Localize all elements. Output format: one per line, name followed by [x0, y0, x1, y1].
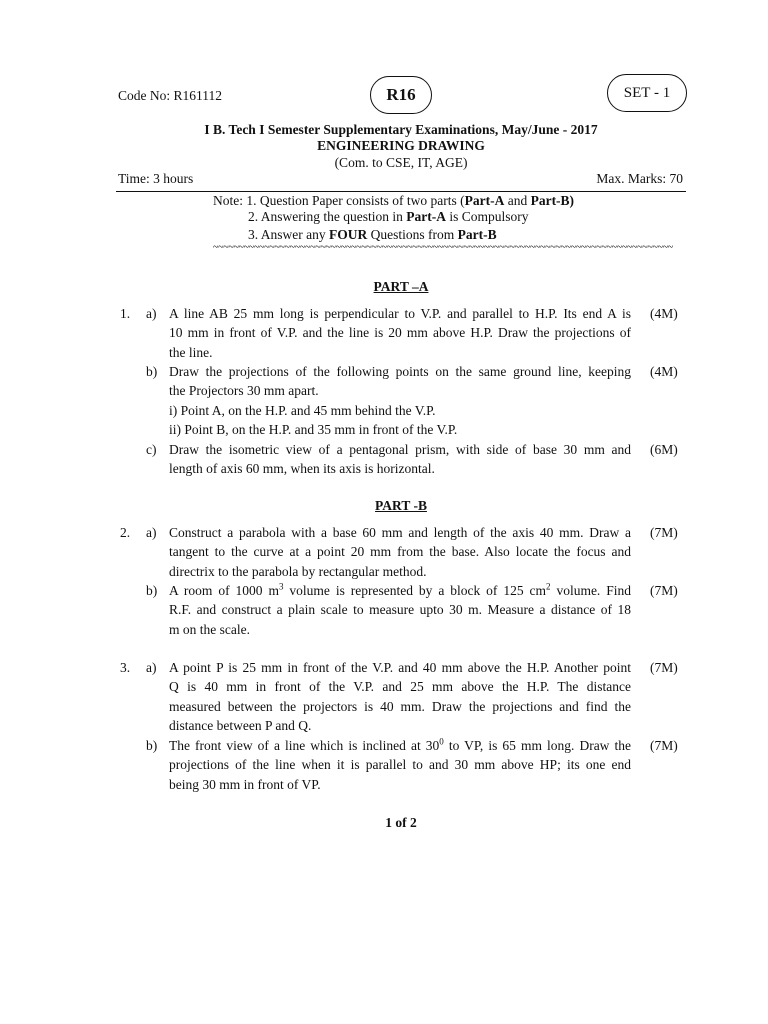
question-1c-label: c): [146, 442, 157, 457]
question-3a-label: a): [146, 660, 157, 675]
question-2a-label: a): [146, 525, 157, 540]
branches: (Com. to CSE, IT, AGE): [334, 155, 468, 170]
question-2b-label: b): [146, 583, 158, 598]
regulation-badge: [370, 76, 432, 114]
set-badge: [607, 74, 687, 112]
question-1c-marks: (6M): [650, 442, 678, 457]
page-number: 1 of 2: [385, 815, 417, 830]
subject-title: ENGINEERING DRAWING: [317, 138, 485, 153]
question-2a-marks: (7M): [650, 525, 678, 540]
question-1b-marks: (4M): [650, 364, 678, 379]
question-2b-text: A room of 1000 $m^3$ volume is represented by a block of 125 $cm^2$ volume. Find R.F. and construct a plain scale to measure upto 30 m. Measure a distance of 18 m on the scale.: [169, 581, 631, 637]
question-1b-label: b): [146, 364, 158, 379]
question-2a-text: Construct a parabola with a base 60 mm and length of the axis 40 mm. Draw a tangent to the curve at a point 20 mm from the base. Also locate the focus and directrix to the parabola by rectangular method.: [169, 525, 631, 579]
header-divider: [116, 191, 686, 192]
part-a-heading: PART –A: [373, 279, 429, 294]
question-3-number: 3.: [120, 660, 131, 675]
question-1a-marks: (4M): [650, 306, 678, 321]
note-2: 2. Answering the question in Part-A is Compulsory: [248, 209, 529, 224]
question-3a-marks: (7M): [650, 660, 678, 675]
part-b-heading: PART -B: [375, 498, 427, 513]
question-3b-text: The front view of a line which is inclined at $30^0$ to VP, is 65 mm long. Draw the projections of the line when it is parallel to and 30 mm above HP; its one end being 30 mm in front of VP.: [169, 736, 631, 792]
set-label: SET - 1: [623, 84, 671, 101]
notes-divider: ~~~~~~~~~~~~~~~~~~~~~~~~~~~~~~~~~~~~~~~~~~~~~~~~~~~~~~~~~~~~~~~~~~~~~~~~~~~~~~~~~~~~~~~~~~: [213, 242, 673, 253]
question-3b-marks: (7M): [650, 738, 678, 753]
question-3b-label: b): [146, 738, 158, 753]
exam-title: I B. Tech I Semester Supplementary Examinations, May/June - 2017: [204, 122, 598, 137]
question-1a-label: a): [146, 306, 157, 321]
question-1a-text: A line AB 25 mm long is perpendicular to V.P. and parallel to H.P. Its end A is 10 mm in front of V.P. and the line is 20 mm above H.P. Draw the projections of the line.: [169, 306, 631, 360]
question-1-number: 1.: [120, 306, 131, 321]
regulation-label: R16: [386, 85, 416, 104]
exam-time: Time: 3 hours: [118, 171, 194, 186]
question-2b-marks: (7M): [650, 583, 678, 598]
code-number: Code No: R161112: [118, 88, 222, 103]
question-2-number: 2.: [120, 525, 131, 540]
max-marks: Max. Marks: 70: [596, 171, 683, 186]
note-1: Note: 1. Question Paper consists of two parts (Part-A and Part-B): [213, 193, 575, 208]
question-1b-text: Draw the projections of the following points on the same ground line, keeping the Projectors 30 mm apart. i) Point A, on the H.P. and 45 mm behind the V.P. ii) Point B, on the H.P. and 35 mm in front of the V.P.: [169, 364, 631, 438]
note-3: 3. Answer any FOUR Questions from Part-B: [248, 227, 497, 242]
question-3a-text: A point P is 25 mm in front of the V.P. and 40 mm above the H.P. Another point Q is 40 mm in front of the V.P. and 25 mm above the H.P. The distance measured between the projectors is 40 mm. Draw the projections and find the distance between P and Q.: [169, 660, 631, 734]
question-1c-text: Draw the isometric view of a pentagonal prism, with side of base 30 mm and length of axis 60 mm, when its axis is horizontal.: [169, 442, 631, 477]
